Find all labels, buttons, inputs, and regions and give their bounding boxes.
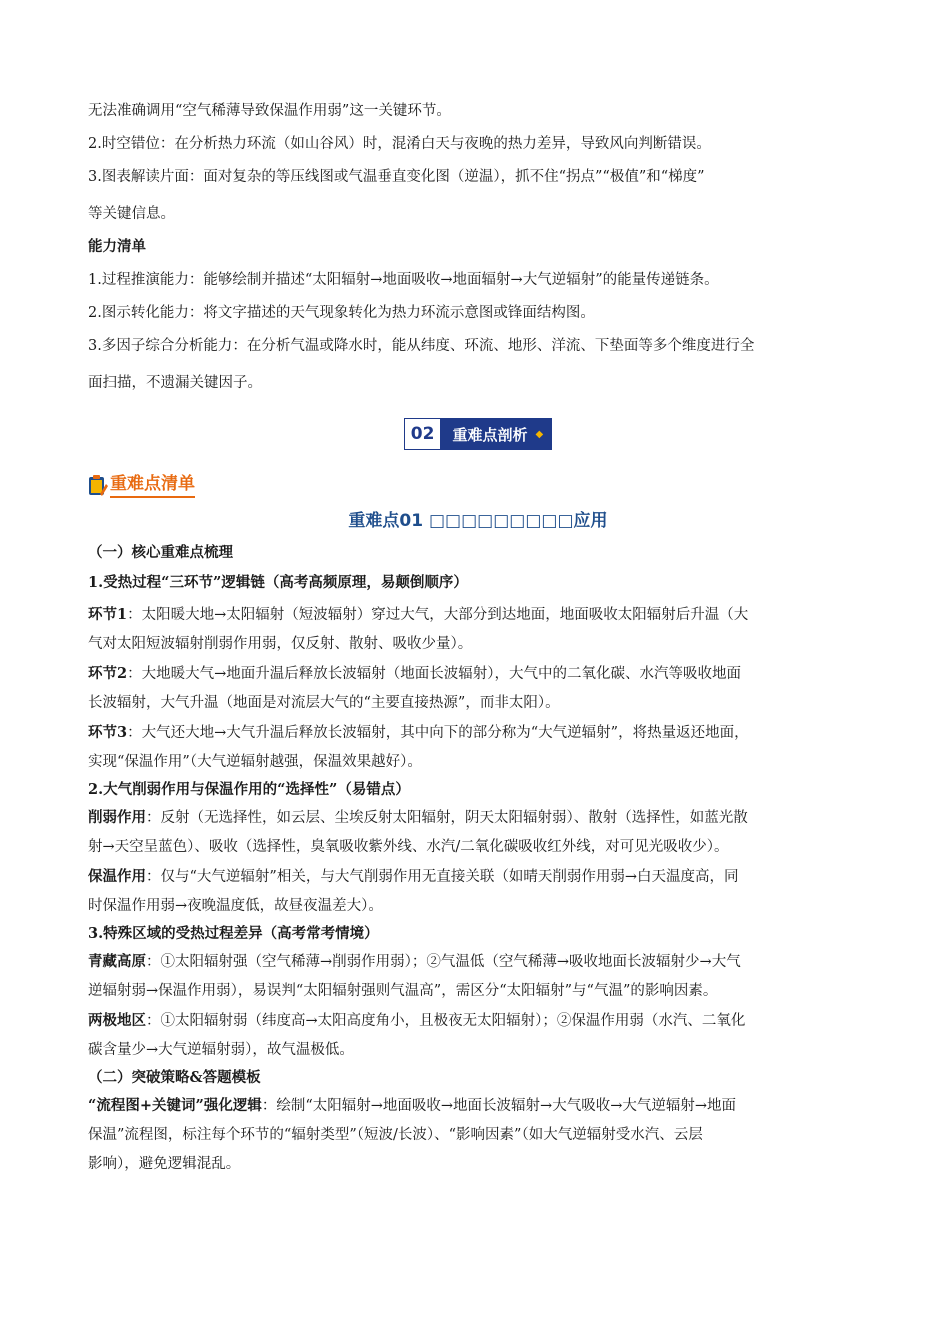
weaken-text: ：反射（无选择性，如云层、尘埃反射太阳辐射，阴天太阳辐射弱）、散射（选择性，如蓝光散 — [146, 810, 748, 826]
flow-text: ：绘制“太阳辐射→地面吸收→地面长波辐射→大气吸收→大气逆辐射→地面 — [261, 1098, 737, 1114]
section-badge — [88, 418, 868, 450]
step1-line1 — [88, 600, 868, 630]
badge-label: 重难点剖析 — [452, 425, 528, 444]
key-list-title: 重难点清单 — [110, 473, 195, 498]
ability-title: 能力清单 — [88, 238, 146, 255]
key-point-title: 重难点01 □□□□□□□□□应用 — [348, 511, 608, 531]
flow-line3: 影响），避免逻辑混乱。 — [88, 1156, 241, 1172]
s2-title: 2.大气削弱作用与保温作用的“选择性”（易错点） — [88, 781, 410, 798]
part2-title: （二）突破策略&答题模板 — [88, 1069, 261, 1086]
step2-line1 — [88, 659, 868, 689]
weaken-label: 削弱作用 — [88, 809, 146, 826]
diamond-icon: ◆ — [535, 428, 544, 440]
step2-text: ：大地暖大气→地面升温后释放长波辐射（地面长波辐射），大气中的二氧化碳、水汽等吸收地面 — [127, 666, 741, 682]
keep-line2: 时保温作用弱→夜晚温度低，故昼夜温差大）。 — [88, 898, 383, 914]
keep-line1 — [88, 862, 868, 892]
step1-label: 环节1 — [88, 606, 128, 623]
intro-item2: 2.时空错位：在分析热力环流（如山谷风）时，混淆白天与夜晚的热力差异，导致风向判断错误。 — [88, 136, 711, 152]
tibet-line1 — [88, 947, 868, 977]
keep-text: ：仅与“大气逆辐射”相关，与大气削弱作用无直接关联（如晴天削弱作用弱→白天温度高，同 — [146, 869, 739, 885]
tibet-text: ：①太阳辐射强（空气稀薄→削弱作用弱）；②气温低（空气稀薄→吸收地面长波辐射少→大气 — [146, 954, 741, 970]
weaken-line1 — [88, 803, 868, 833]
s1-title: 1.受热过程“三环节”逻辑链（高考高频原理，易颠倒顺序） — [88, 574, 468, 591]
part1-title: （一）核心重难点梳理 — [88, 544, 233, 561]
key-list-heading — [88, 468, 868, 498]
intro-line1: 无法准确调用“空气稀薄导致保温作用弱”这一关键环节。 — [88, 103, 451, 119]
step3-line1 — [88, 718, 868, 748]
flow-line1 — [88, 1091, 868, 1121]
polar-line1 — [88, 1006, 868, 1036]
flow-label: “流程图+关键词”强化逻辑 — [88, 1097, 262, 1114]
polar-text: ：①太阳辐射弱（纬度高→太阳高度角小，且极夜无太阳辐射）；②保温作用弱（水汽、二氧化 — [146, 1013, 746, 1029]
ability-item3-line1: 3.多因子综合分析能力：在分析气温或降水时，能从纬度、环流、地形、洋流、下垫面等多个维度进行全 — [88, 338, 755, 354]
step2-line2: 长波辐射，大气升温（地面是对流层大气的“主要直接热源”，而非太阳）。 — [88, 695, 560, 711]
tibet-label: 青藏高原 — [88, 953, 146, 970]
page-content — [88, 100, 868, 1179]
intro-item3-line1: 3.图表解读片面：面对复杂的等压线图或气温垂直变化图（逆温），抓不住“拐点”“极值”和“梯度” — [88, 169, 705, 185]
weaken-line2: 射→天空呈蓝色）、吸收（选择性，臭氧吸收紫外线、水汽/二氧化碳吸收红外线，对可见光吸收少）。 — [88, 839, 729, 855]
step3-text: ：大气还大地→大气升温后释放长波辐射，其中向下的部分称为“大气逆辐射”，将热量返还地面， — [127, 725, 749, 741]
step2-label: 环节2 — [88, 665, 128, 682]
s3-title: 3.特殊区域的受热过程差异（高考常考情境） — [88, 925, 379, 942]
polar-label: 两极地区 — [88, 1012, 146, 1029]
ability-item2: 2.图示转化能力：将文字描述的天气现象转化为热力环流示意图或锋面结构图。 — [88, 305, 595, 321]
step3-line2: 实现“保温作用”（大气逆辐射越强，保温效果越好）。 — [88, 754, 422, 770]
keep-label: 保温作用 — [88, 868, 146, 885]
ability-item3-line2: 面扫描，不遗漏关键因子。 — [88, 375, 262, 391]
step1-line2: 气对太阳短波辐射削弱作用弱，仅反射、散射、吸收少量）。 — [88, 636, 473, 652]
badge-number: 02 — [405, 419, 443, 449]
polar-line2: 碳含量少→大气逆辐射弱），故气温极低。 — [88, 1042, 354, 1058]
step3-label: 环节3 — [88, 724, 128, 741]
intro-item3-line2: 等关键信息。 — [88, 206, 175, 222]
tibet-line2: 逆辐射弱→保温作用弱），易误判“太阳辐射强则气温高”，需区分“太阳辐射”与“气温”的影响因素。 — [88, 983, 718, 999]
ability-item1: 1.过程推演能力：能够绘制并描述“太阳辐射→地面吸收→地面辐射→大气逆辐射”的能量传递链条。 — [88, 272, 719, 288]
clipboard-icon — [88, 474, 108, 498]
flow-line2: 保温”流程图，标注每个环节的“辐射类型”（短波/长波）、“影响因素”（如大气逆辐射受水汽、云层 — [88, 1127, 703, 1143]
step1-text: ：太阳暖大地→太阳辐射（短波辐射）穿过大气，大部分到达地面，地面吸收太阳辐射后升温（大 — [127, 607, 749, 623]
